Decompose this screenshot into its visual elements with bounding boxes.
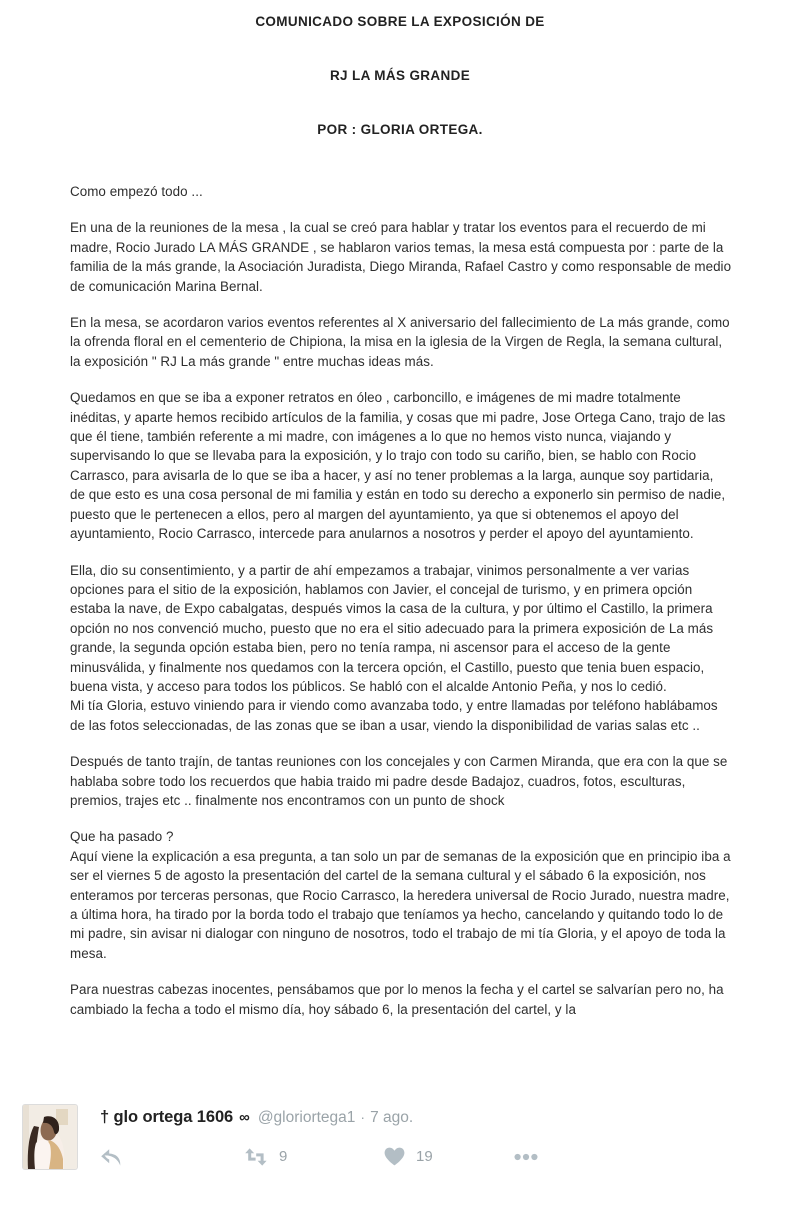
tweet-container (0, 1090, 800, 1170)
like-button[interactable] (384, 1147, 514, 1166)
reply-icon (100, 1148, 122, 1166)
statement-paragraph: Para nuestras cabezas inocentes, pensábamos que por lo menos la fecha y el cartel se salvarían pero no, ha cambiado la fecha a todo el mismo día, hoy sábado 6, la presentación del cartel, y la (70, 982, 724, 1017)
statement-paragraph: Como empezó todo ... (70, 184, 203, 199)
statement-heading-line-2: RJ LA MÁS GRANDE (329, 68, 471, 84)
tweet-body (100, 1104, 800, 1166)
retweet-button[interactable] (244, 1148, 384, 1166)
tweet-actions-row (100, 1147, 800, 1166)
author-name[interactable]: † glo ortega 1606 (100, 1108, 234, 1126)
statement-heading-block (0, 0, 800, 139)
statement-heading-line-1: COMUNICADO SOBRE LA EXPOSICIÓN DE (255, 14, 545, 29)
more-dots-icon (514, 1153, 538, 1161)
infinity-icon: ∞ (239, 1109, 250, 1126)
statement-question-heading: Que ha pasado ? (70, 829, 174, 845)
retweet-count: 9 (279, 1148, 288, 1165)
statement-paragraph: Ella, dio su consentimiento, y a partir de ahí empezamos a trabajar, vinimos personalmente a ver varias opciones para el sitio de la exposición, hablamos con Javier, el concejal de turismo, y en primera opción estaba la nave, de Expo cabalgatas, después vimos la casa de la cultura, y por último el Castillo, la primera opción no nos convenció mucho, puesto que no era el sitio adecuado para la primera exposición de La más grande, la segunda opción estaba bien, pero no tenía rampa, ni ascensor para el acceso de la gente minusválida, y finalmente nos quedamos con la tercera opción, el Castillo, puesto que tenia buen espacio, buena vista, y acceso para todos los públicos. Se habló con el alcalde Antonio Peña, y nos lo cedió. (70, 562, 714, 694)
like-count: 19 (416, 1148, 433, 1165)
avatar-photo (23, 1105, 77, 1169)
reply-button[interactable] (100, 1148, 244, 1166)
statement-body (70, 182, 732, 1036)
statement-paragraph: Mi tía Gloria, estuvo viniendo para ir viendo como avanzaba todo, y entre llamadas por teléfono hablábamos de las fotos seleccionadas, de las zonas que se iban a usar, viendo la disponibilidad de varias salas etc .. (70, 698, 718, 733)
statement-paragraph: Después de tanto trajín, de tantas reuniones con los concejales y con Carmen Miranda, que era con la que se hablaba sobre todo los recuerdos que habia traido mi padre desde Badajoz, cuadros, fotos, esculturas, premios, trajes etc .. finalmente nos encontramos con un punto de shock (70, 754, 728, 808)
author-handle[interactable]: @gloriortega1 (257, 1109, 356, 1126)
statement-paragraph: En una de la reuniones de la mesa , la cual se creó para hablar y tratar los eventos para el recuerdo de mi madre, Rocio Jurado LA MÁS GRANDE , se hablaron varios temas, la mesa está compuesta por : parte de la familia de la más grande, la Asociación Juradista, Diego Miranda, Rafael Castro y como responsable de medio de comunicación Marina Bernal. (70, 220, 732, 294)
avatar[interactable] (22, 1104, 78, 1170)
tweet-footer (0, 1090, 800, 1216)
statement-paragraph: Aquí viene la explicación a esa pregunta, a tan solo un par de semanas de la exposición que en principio iba a ser el viernes 5 de agosto la presentación del cartel de la semana cultural y el sábado 6 la exposición, nos enteramos por terceras personas, que Rocio Carrasco, la heredera universal de Rocio Jurado, nuestra madre, a última hora, ha tirado por la borda todo el trabajo que teníamos ya hecho, cancelando y quitando todo lo de mi padre, sin avisar ni dialogar con ninguno de nosotros, todo el trabajo de mi tía Gloria, y el apoyo de toda la mesa. (70, 848, 731, 961)
statement-paragraph: En la mesa, se acordaron varios eventos referentes al X aniversario del fallecimiento de La más grande, como la ofrenda floral en el cementerio de Chipiona, la misa en la iglesia de la Virgen de Regla, la semana cultural, la exposición " RJ La más grande " entre muchas ideas más. (70, 315, 730, 369)
statement-heading-line-3: POR : GLORIA ORTEGA. (317, 122, 483, 138)
heart-icon (384, 1147, 405, 1166)
tweet-timestamp[interactable]: 7 ago. (370, 1109, 414, 1126)
retweet-icon (244, 1148, 268, 1166)
more-options-button[interactable] (514, 1153, 574, 1161)
meta-separator: · (360, 1109, 366, 1125)
tweet-author-row (100, 1108, 800, 1127)
statement-paragraph: Quedamos en que se iba a exponer retratos en óleo , carboncillo, e imágenes de mi madre totalmente inéditas, y aparte hemos recibido artículos de la familia, y cosas que mi padre, Jose Ortega Cano, trajo de las que él tiene, también referente a mi madre, con imágenes a lo que no hemos visto nunca, viajando y supervisando lo que se llevaba para la exposición, y lo trajo con todo su cariño, bien, se hablo con Rocio Carrasco, para avisarla de lo que se iba a hacer, y así no tener problemas a la larga, aunque soy partidaria, de que esto es una cosa personal de mi familia y están en todo su derecho a exponerlo sin permiso de nadie, puesto que le pertenecen a ellos, pero al margen del ayuntamiento, ya que si obtenemos el apoyo del ayuntamiento, Rocio Carrasco, intercede para anularnos a nosotros y perder el apoyo del ayuntamiento. (70, 390, 726, 542)
